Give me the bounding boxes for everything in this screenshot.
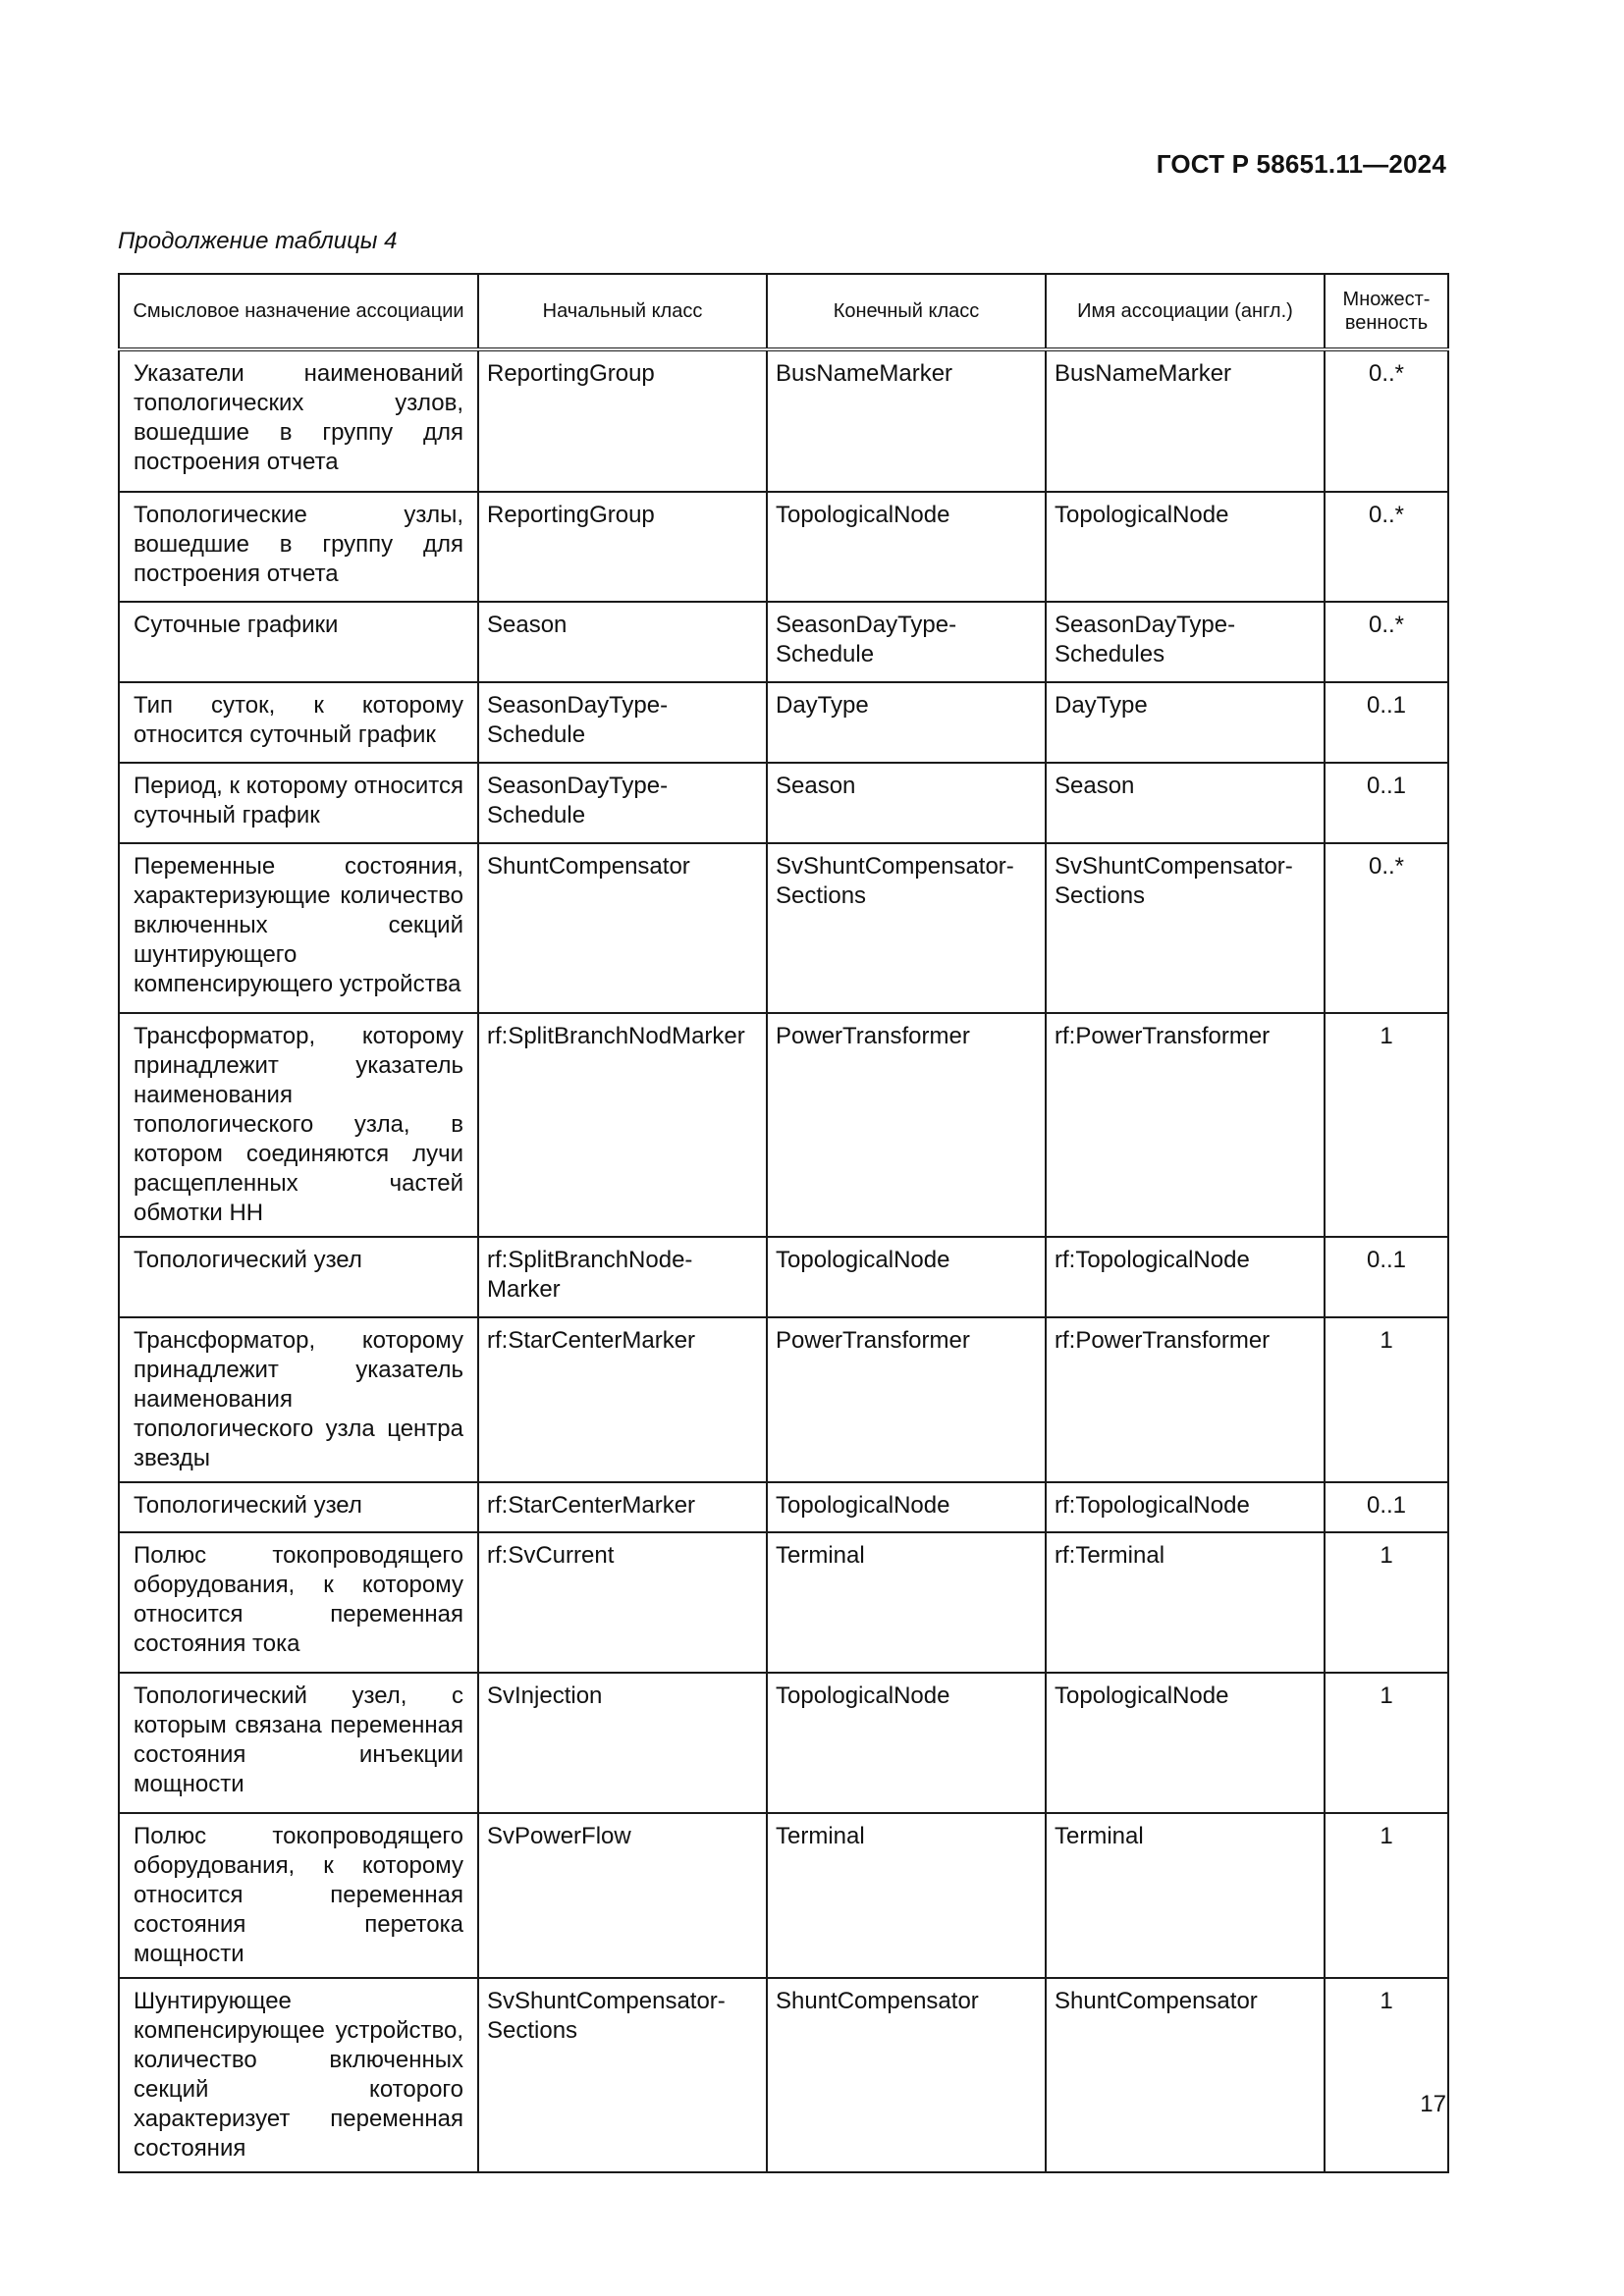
cell-start-class: rf:StarCenterMarker [478,1482,767,1532]
cell-purpose: Период, к которому относится суточный график [119,763,478,843]
cell-end-class: Terminal [767,1532,1046,1673]
cell-end-class: PowerTransformer [767,1013,1046,1237]
cell-end-class: SvShuntCompensator-Sections [767,843,1046,1013]
table-row [119,1317,1448,1482]
cell-multiplicity: 0..1 [1325,763,1448,843]
cell-end-class: PowerTransformer [767,1317,1046,1482]
document-standard-number: ГОСТ Р 58651.11—2024 [1156,149,1446,179]
table-row [119,1532,1448,1673]
cell-association-name: rf:PowerTransformer [1046,1317,1325,1482]
cell-purpose: Указатели наименований топологических узлов, вошедшие в группу для построения отчета [119,349,478,492]
cell-end-class: BusNameMarker [767,349,1046,492]
cell-start-class: SvPowerFlow [478,1813,767,1978]
column-header-end-class: Конечный класс [767,274,1046,349]
cell-end-class: TopologicalNode [767,1673,1046,1813]
column-header-multiplicity: Множест-венность [1325,274,1448,349]
table-row [119,1237,1448,1317]
cell-association-name: rf:TopologicalNode [1046,1482,1325,1532]
cell-multiplicity: 0..* [1325,602,1448,682]
cell-start-class: rf:SvCurrent [478,1532,767,1673]
cell-purpose: Топологический узел [119,1237,478,1317]
cell-multiplicity: 1 [1325,1317,1448,1482]
cell-multiplicity: 0..* [1325,349,1448,492]
cell-purpose: Шунтирующее компенсирующее устройство, количество включенных секций которого характеризует переменная состояния [119,1978,478,2172]
cell-start-class: rf:SplitBranchNodMarker [478,1013,767,1237]
cell-end-class: DayType [767,682,1046,763]
cell-purpose: Топологический узел, с которым связана переменная состояния инъекции мощности [119,1673,478,1813]
cell-association-name: Season [1046,763,1325,843]
table-row [119,492,1448,602]
cell-association-name: Terminal [1046,1813,1325,1978]
cell-purpose: Полюс токопроводящего оборудования, к которому относится переменная состояния перетока мощности [119,1813,478,1978]
table-row [119,349,1448,492]
cell-end-class: ShuntCompensator [767,1978,1046,2172]
cell-start-class: ReportingGroup [478,492,767,602]
cell-multiplicity: 1 [1325,1673,1448,1813]
cell-start-class: SvShuntCompensator-Sections [478,1978,767,2172]
table-row [119,682,1448,763]
cell-start-class: ShuntCompensator [478,843,767,1013]
table-row [119,1813,1448,1978]
cell-multiplicity: 0..1 [1325,682,1448,763]
cell-association-name: rf:Terminal [1046,1532,1325,1673]
table-row [119,763,1448,843]
cell-association-name: DayType [1046,682,1325,763]
cell-start-class: rf:StarCenterMarker [478,1317,767,1482]
cell-start-class: ReportingGroup [478,349,767,492]
cell-purpose: Суточные графики [119,602,478,682]
cell-end-class: Terminal [767,1813,1046,1978]
cell-association-name: rf:PowerTransformer [1046,1013,1325,1237]
cell-end-class: TopologicalNode [767,1482,1046,1532]
table-row [119,1673,1448,1813]
cell-association-name: ShuntCompensator [1046,1978,1325,2172]
cell-purpose: Тип суток, к которому относится суточный график [119,682,478,763]
cell-end-class: Season [767,763,1046,843]
table-row [119,1013,1448,1237]
cell-end-class: TopologicalNode [767,1237,1046,1317]
cell-purpose: Переменные состояния, характеризующие количество включенных секций шунтирующего компенсирующего устройства [119,843,478,1013]
cell-end-class: TopologicalNode [767,492,1046,602]
cell-purpose: Полюс токопроводящего оборудования, к которому относится переменная состояния тока [119,1532,478,1673]
cell-purpose: Топологический узел [119,1482,478,1532]
cell-multiplicity: 1 [1325,1013,1448,1237]
table-row [119,602,1448,682]
page-number: 17 [1420,2091,1446,2117]
cell-start-class: rf:SplitBranchNode-Marker [478,1237,767,1317]
table-row [119,843,1448,1013]
cell-multiplicity: 0..* [1325,843,1448,1013]
cell-purpose: Трансформатор, которому принадлежит указатель наименования топологического узла центра звезды [119,1317,478,1482]
column-header-start-class: Начальный класс [478,274,767,349]
cell-start-class: SvInjection [478,1673,767,1813]
column-header-association-name: Имя ассоциации (англ.) [1046,274,1325,349]
table-caption: Продолжение таблицы 4 [118,228,398,254]
table-row [119,1978,1448,2172]
cell-purpose: Трансформатор, которому принадлежит указатель наименования топологического узла, в котором соединяются лучи расщепленных частей обмотки НН [119,1013,478,1237]
cell-association-name: BusNameMarker [1046,349,1325,492]
cell-end-class: SeasonDayType-Schedule [767,602,1046,682]
cell-purpose: Топологические узлы, вошедшие в группу для построения отчета [119,492,478,602]
cell-multiplicity: 0..* [1325,492,1448,602]
table-row [119,1482,1448,1532]
cell-multiplicity: 1 [1325,1978,1448,2172]
cell-start-class: Season [478,602,767,682]
cell-association-name: TopologicalNode [1046,492,1325,602]
cell-multiplicity: 0..1 [1325,1482,1448,1532]
associations-table [118,273,1449,2173]
column-header-purpose: Смысловое назначение ассоциации [119,274,478,349]
cell-association-name: SvShuntCompensator-Sections [1046,843,1325,1013]
cell-start-class: SeasonDayType-Schedule [478,763,767,843]
cell-multiplicity: 0..1 [1325,1237,1448,1317]
cell-association-name: SeasonDayType-Schedules [1046,602,1325,682]
table-header-row [119,274,1448,349]
cell-start-class: SeasonDayType-Schedule [478,682,767,763]
cell-multiplicity: 1 [1325,1813,1448,1978]
cell-association-name: rf:TopologicalNode [1046,1237,1325,1317]
cell-multiplicity: 1 [1325,1532,1448,1673]
cell-association-name: TopologicalNode [1046,1673,1325,1813]
